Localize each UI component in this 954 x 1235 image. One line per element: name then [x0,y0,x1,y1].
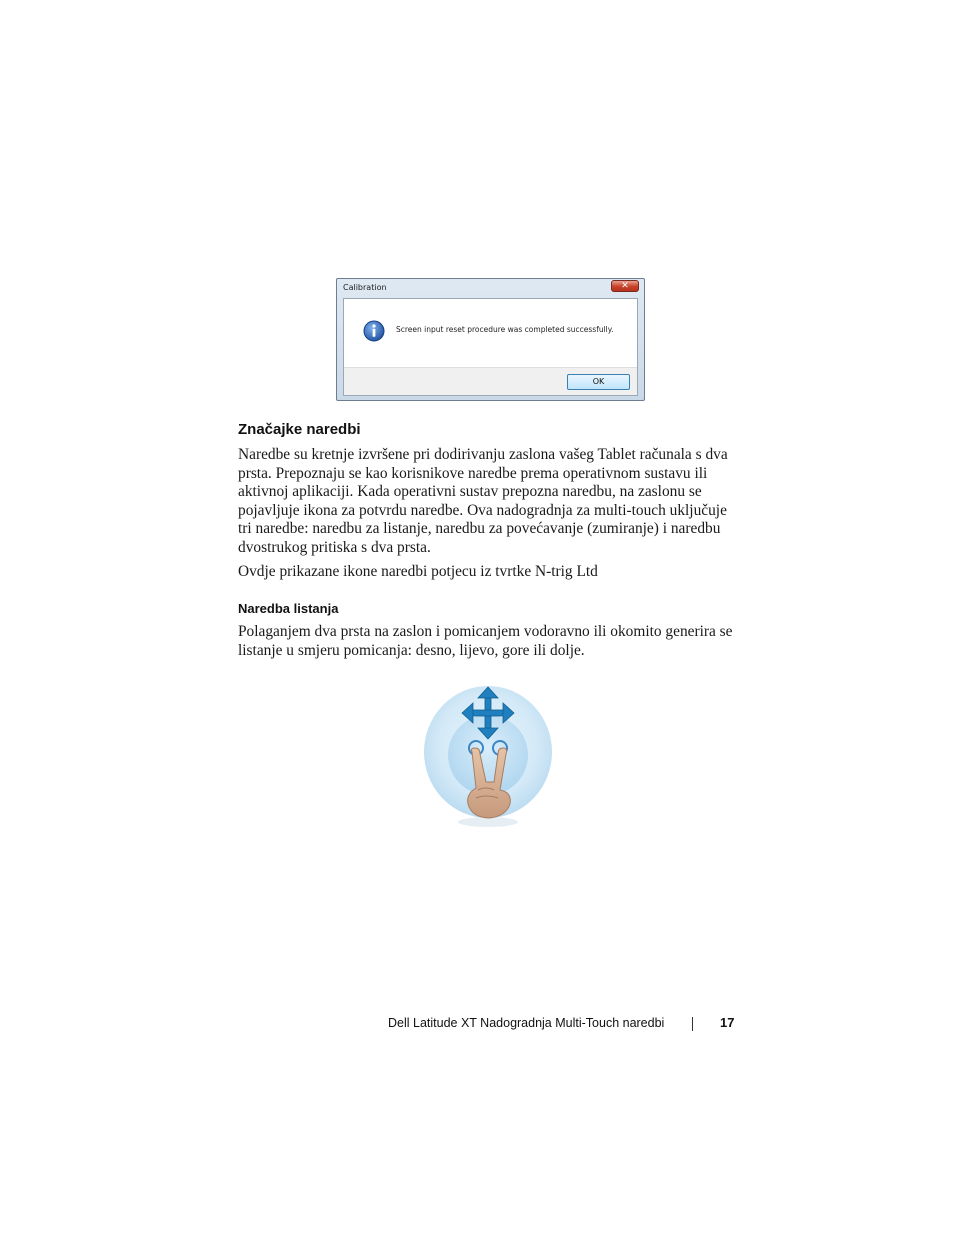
dialog-title: Calibration [343,283,387,292]
subsection-heading: Naredba listanja [238,601,339,616]
dialog-message: Screen input reset procedure was completed successfully. [396,325,614,334]
two-finger-pan-icon [420,682,556,830]
section-heading: Značajke naredbi [238,421,361,438]
ok-button[interactable]: OK [567,374,630,390]
dialog-body [343,298,638,396]
info-icon [363,320,385,342]
calibration-dialog [336,278,645,401]
close-button[interactable]: ✕ [611,280,639,292]
subsection-paragraph: Polaganjem dva prsta na zaslon i pomicanjem vodoravno ili okomito generira se listanje u smjeru pomicanja: desno, lijevo, gore ili dolje. [238,623,733,659]
page-number: 17 [720,1015,735,1030]
footer-separator [692,1017,693,1031]
section-paragraph-2: Ovdje prikazane ikone naredbi potjecu iz tvrtke N-trig Ltd [238,563,598,580]
footer-title: Dell Latitude XT Nadogradnja Multi-Touch naredbi [388,1016,665,1030]
section-paragraph-1: Naredbe su kretnje izvršene pri dodirivanju zaslona vašeg Tablet računala s dva prsta. Prepoznaju se kao korisnikove naredbe prema operativnom sustavu ili aktivnoj aplikaciji. Kada operativni sustav prepozna naredbu, na zaslonu se pojavljuje ikona za potvrdu naredbe. Ova nadogradnja za multi-touch uključuje tri naredbe: naredbu za listanje, naredbu za povećavanje (zumiranje) i naredbu dvostrukog pritiska s dva prsta. [238,446,728,556]
dialog-footer [344,367,637,395]
